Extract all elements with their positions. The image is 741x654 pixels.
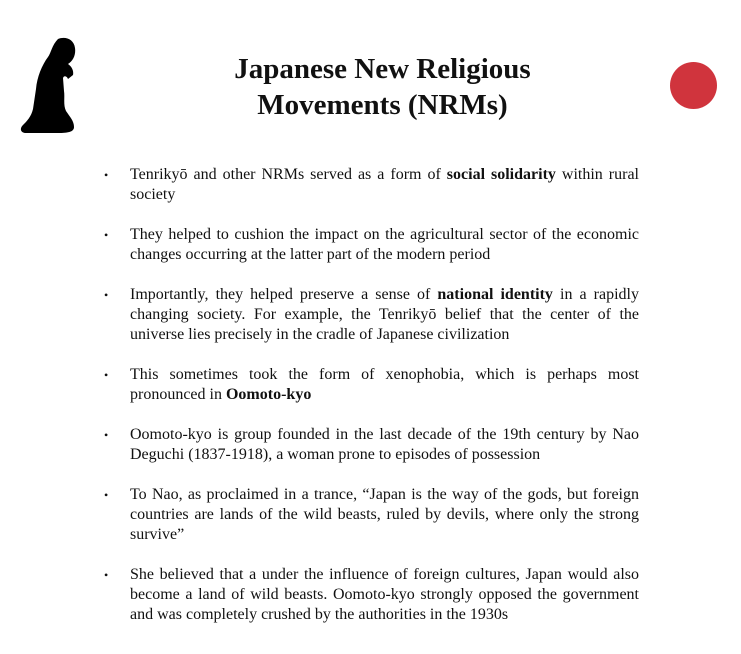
bullet-marker: • xyxy=(104,568,109,582)
bullet-item xyxy=(104,165,639,205)
bullet-item xyxy=(104,285,639,345)
bullet-text: To Nao, as proclaimed in a trance, “Japan is the way of the gods, but foreign countries are lands of the wild beasts, ruled by devils, where only the strong survive” xyxy=(130,486,639,543)
bullet-item xyxy=(104,225,639,265)
bullet-emphasis: Oomoto-kyo xyxy=(225,386,312,403)
praying-figure-icon xyxy=(18,35,82,135)
bullet-text: in a rapidly changing society. For example, the Tenrikyō belief that the center of the universe lies precisely in the cradle of Japanese civilization xyxy=(130,286,639,343)
bullet-marker: • xyxy=(104,428,109,442)
bullet-emphasis: national identity xyxy=(437,286,553,303)
slide-title xyxy=(160,51,605,123)
bullet-text: Importantly, they helped preserve a sense of xyxy=(130,286,438,303)
bullet-item xyxy=(104,425,639,465)
bullet-emphasis: social solidarity xyxy=(446,166,556,183)
bullet-text: Tenrikyō and other NRMs served as a form of xyxy=(130,166,447,183)
bullet-marker: • xyxy=(104,368,109,382)
bullet-item xyxy=(104,485,639,545)
red-sun-circle-icon xyxy=(670,62,717,109)
bullet-item xyxy=(104,565,639,625)
bullet-text: She believed that a under the influence of foreign cultures, Japan would also become a land of wild beasts. Oomoto-kyo strongly opposed the government and was completely crushed by the authorities in the 1930s xyxy=(130,566,639,623)
bullet-item xyxy=(104,365,639,405)
bullet-marker: • xyxy=(104,288,109,302)
title-line-2: Movements (NRMs) xyxy=(257,89,508,121)
bullet-marker: • xyxy=(104,168,109,182)
bullet-marker: • xyxy=(104,228,109,242)
bullet-text: This sometimes took the form of xenophobia, which is perhaps most pronounced in xyxy=(130,366,639,403)
bullet-list xyxy=(104,165,639,645)
bullet-text: They helped to cushion the impact on the agricultural sector of the economic changes occurring at the latter part of the modern period xyxy=(130,226,639,263)
title-line-1: Japanese New Religious xyxy=(234,53,531,85)
bullet-text: Oomoto-kyo is group founded in the last decade of the 19th century by Nao Deguchi (1837-1918), a woman prone to episodes of possession xyxy=(130,426,639,463)
bullet-marker: • xyxy=(104,488,109,502)
bullet-text: within rural society xyxy=(130,166,639,203)
